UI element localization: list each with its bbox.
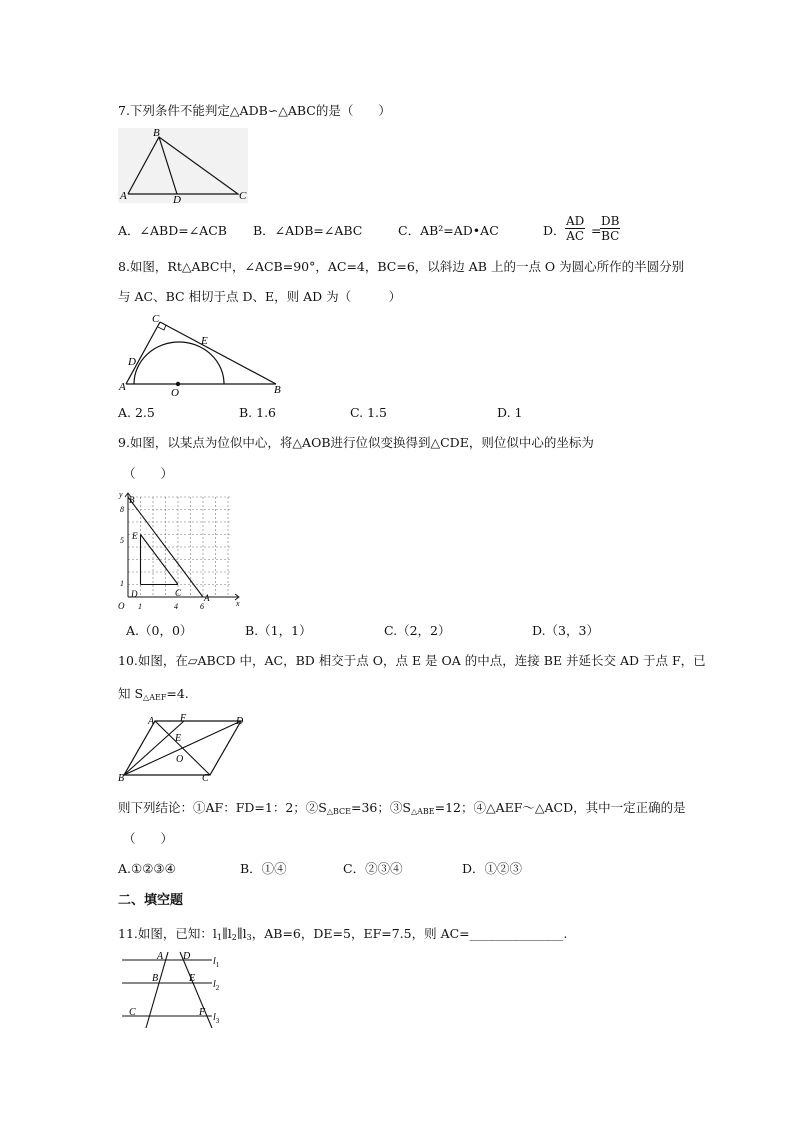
- q7-figure: [118, 128, 248, 203]
- q9-option-a: A.（0，0）: [126, 623, 193, 638]
- q9-tick-x1: 1: [138, 602, 142, 611]
- q9-label-c: C: [175, 588, 182, 598]
- q11-label-b: B: [152, 973, 159, 984]
- q8-label-b: B: [274, 384, 281, 396]
- q10-conclusion-part3: =12；④△AEF～△ACD，其中一定正确的是: [434, 800, 686, 815]
- q10-conclusions: [118, 800, 686, 820]
- q7-frac1-denominator: AC: [566, 229, 585, 243]
- q10-label-d: D: [236, 716, 244, 727]
- q8-stem-line2: 与 AC、BC 相切于点 D、E，则 AD 为（ ）: [118, 289, 402, 304]
- q9-tick-x4: 4: [174, 602, 178, 611]
- q9-stem-line1: 9.如图，以某点为位似中心，将△AOB进行位似变换得到△CDE，则位似中心的坐标为: [118, 435, 594, 450]
- q9-tick-y1: 1: [120, 579, 124, 588]
- q10-label-b: B: [118, 773, 125, 783]
- q9-tick-y5: 5: [120, 536, 124, 545]
- q9-coordinate-grid: [115, 491, 245, 613]
- q10-option-b: B．①④: [240, 861, 287, 876]
- q11-label-l2: $l_2$: [213, 979, 220, 992]
- q10-stem-line2-prefix: 知 S: [118, 686, 144, 701]
- q10-option-c: C．②③④: [343, 861, 403, 876]
- q9-tick-x6: 6: [200, 602, 204, 611]
- q7-option-d-prefix: D．: [543, 223, 566, 238]
- q8-label-d: D: [128, 356, 136, 368]
- q10-conclusion-sub1: △BCE: [326, 807, 351, 816]
- q11-label-l1: $l_1$: [213, 956, 220, 969]
- q10-label-f: F: [180, 713, 187, 724]
- q7-option-b: B．∠ADB=∠ABC: [253, 223, 363, 238]
- q10-stem-line2-subscript: △AEF: [143, 693, 167, 702]
- q9-stem-line2: （ ）: [123, 466, 174, 481]
- q9-tick-y8: 8: [120, 505, 124, 514]
- q11-answer-blank: _______________.: [469, 926, 568, 941]
- q8-option-d: D. 1: [497, 405, 523, 420]
- q9-label-o: O: [118, 601, 125, 611]
- q10-stem-line2-suffix: =4.: [166, 686, 189, 701]
- q10-answer-paren: （ ）: [123, 831, 174, 846]
- q8-option-b: B. 1.6: [239, 405, 277, 420]
- q11-stem-suffix: ，AB=6，DE=5，EF=7.5，则 AC=: [251, 926, 470, 941]
- q11-stem-prefix: 11.如图，已知：l: [118, 926, 217, 941]
- q10-option-a: A.①②③④: [118, 861, 176, 876]
- q7-option-d-fraction-2: [600, 214, 620, 243]
- q7-frac2-denominator: BC: [601, 229, 620, 243]
- q10-conclusion-part2: =36；③S: [350, 800, 411, 815]
- q9-option-c: C.（2，2）: [384, 623, 451, 638]
- q9-option-b: B.（1，1）: [245, 623, 312, 638]
- q8-label-c: C: [152, 313, 160, 325]
- q10-parallelogram-figure: [118, 713, 253, 783]
- q9-option-d: D.（3，3）: [532, 623, 599, 638]
- q11-label-f: F: [199, 1007, 206, 1018]
- q7-label-a: A: [120, 190, 127, 202]
- q11-stem: [118, 926, 567, 946]
- q8-stem-line1: 8.如图，Rt△ABC中，∠ACB=90°，AC=4，BC=6，以斜边 AB 上的一点 O 为圆心所作的半圆分别: [118, 259, 685, 274]
- q7-option-d-fraction-1: [565, 214, 585, 243]
- q8-option-c: C. 1.5: [350, 405, 387, 420]
- q10-label-e: E: [175, 733, 182, 744]
- q8-label-e: E: [201, 335, 208, 347]
- section-title-fill-in-blank: 二、填空题: [118, 893, 184, 908]
- q11-sub3: 3: [246, 933, 252, 942]
- q10-conclusion-sub2: △ABE: [410, 807, 435, 816]
- q8-label-a: A: [119, 381, 126, 393]
- q9-label-b: B: [129, 495, 135, 505]
- q7-frac1-numerator: AD: [566, 214, 585, 228]
- q11-label-e: E: [189, 973, 196, 984]
- q7-frac2-numerator: DB: [601, 214, 620, 228]
- q9-label-y-axis: y: [119, 491, 123, 499]
- q10-stem-line1: 10.如图，在▱ABCD 中，AC，BD 相交于点 O，点 E 是 OA 的中点，连接 BE 并延长交 AD 于点 F，已: [118, 653, 706, 668]
- q11-label-c: C: [129, 1007, 136, 1018]
- q11-label-l3: $l_3$: [213, 1012, 220, 1025]
- q8-figure: [118, 312, 288, 397]
- q9-label-x-axis: x: [236, 599, 240, 608]
- q11-label-a: A: [157, 951, 164, 962]
- q7-option-c: C．AB²=AD•AC: [398, 223, 499, 238]
- q10-label-c: C: [202, 773, 209, 783]
- q7-stem: 7.下列条件不能判定△ADB∽△ABC的是（ ）: [118, 103, 391, 118]
- q7-option-d-equals: =: [591, 223, 602, 238]
- q8-option-a: A. 2.5: [118, 405, 155, 420]
- q10-stem-line2: [118, 686, 189, 706]
- q11-parallel-lines-figure: [120, 950, 230, 1030]
- q9-label-d: D: [131, 589, 138, 599]
- q7-label-b: B: [153, 128, 160, 139]
- q9-label-a: A: [204, 593, 210, 603]
- q7-option-a: A．∠ABD=∠ACB: [118, 223, 227, 238]
- q9-label-e: E: [132, 531, 138, 541]
- q7-label-c: C: [239, 190, 247, 202]
- q8-label-o: O: [171, 387, 179, 397]
- q10-label-a: A: [148, 716, 155, 727]
- q7-label-d: D: [173, 194, 181, 203]
- q11-sub1: 1: [216, 933, 222, 942]
- q11-parallel1: ∥l: [221, 926, 232, 941]
- q11-parallel2: ∥l: [236, 926, 247, 941]
- q11-sub2: 2: [231, 933, 237, 942]
- q10-option-d: D．①②③: [462, 861, 523, 876]
- q10-label-o: O: [176, 754, 184, 765]
- q11-label-d: D: [183, 951, 191, 962]
- q10-conclusion-part1: 则下列结论：①AF：FD=1：2；②S: [118, 800, 327, 815]
